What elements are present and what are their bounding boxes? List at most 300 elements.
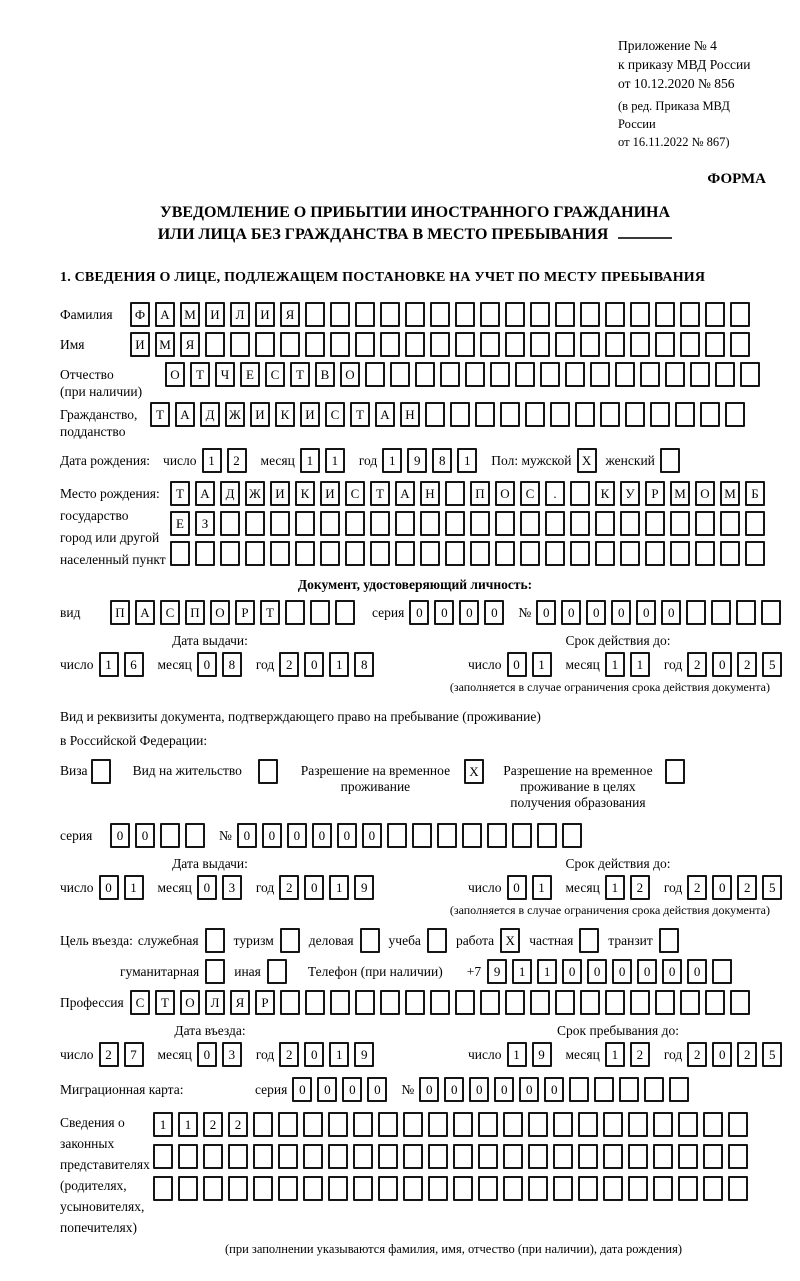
form-cell[interactable]: О bbox=[695, 481, 715, 506]
form-cell[interactable]: 0 bbox=[135, 823, 155, 848]
form-cell[interactable] bbox=[185, 823, 205, 848]
form-cell[interactable]: 0 bbox=[304, 875, 324, 900]
form-cell[interactable]: 8 bbox=[354, 652, 374, 677]
form-cell[interactable] bbox=[530, 302, 550, 327]
form-cell[interactable]: 0 bbox=[507, 652, 527, 677]
form-cell[interactable] bbox=[725, 402, 745, 427]
form-cell[interactable] bbox=[253, 1176, 273, 1201]
form-cell[interactable] bbox=[530, 332, 550, 357]
form-cell[interactable]: Т bbox=[155, 990, 175, 1015]
form-cell[interactable] bbox=[605, 332, 625, 357]
form-cell[interactable] bbox=[330, 990, 350, 1015]
form-cell[interactable] bbox=[270, 541, 290, 566]
form-cell[interactable] bbox=[345, 511, 365, 536]
form-cell[interactable] bbox=[645, 511, 665, 536]
form-cell[interactable]: Д bbox=[200, 402, 220, 427]
form-cell[interactable]: 1 bbox=[537, 959, 557, 984]
form-cell[interactable]: 9 bbox=[532, 1042, 552, 1067]
form-cell[interactable]: И bbox=[250, 402, 270, 427]
form-cell[interactable]: С bbox=[345, 481, 365, 506]
form-cell[interactable]: 1 bbox=[329, 875, 349, 900]
form-cell[interactable] bbox=[720, 511, 740, 536]
form-cell[interactable] bbox=[711, 600, 731, 625]
form-cell[interactable] bbox=[655, 302, 675, 327]
form-cell[interactable]: Р bbox=[235, 600, 255, 625]
form-cell[interactable] bbox=[370, 511, 390, 536]
form-cell[interactable] bbox=[310, 600, 330, 625]
form-cell[interactable] bbox=[695, 511, 715, 536]
form-cell[interactable]: А bbox=[195, 481, 215, 506]
form-cell[interactable]: 0 bbox=[197, 875, 217, 900]
form-cell[interactable] bbox=[278, 1112, 298, 1137]
form-cell[interactable] bbox=[630, 332, 650, 357]
form-cell[interactable]: Е bbox=[170, 511, 190, 536]
form-cell[interactable] bbox=[455, 332, 475, 357]
form-cell[interactable]: А bbox=[155, 302, 175, 327]
form-cell[interactable] bbox=[595, 511, 615, 536]
form-cell[interactable] bbox=[703, 1176, 723, 1201]
form-cell[interactable] bbox=[245, 541, 265, 566]
form-cell[interactable]: 8 bbox=[222, 652, 242, 677]
form-cell[interactable] bbox=[680, 332, 700, 357]
purpose-delovaya-checkbox[interactable] bbox=[360, 928, 380, 953]
form-cell[interactable] bbox=[445, 541, 465, 566]
form-cell[interactable] bbox=[736, 600, 756, 625]
form-cell[interactable]: Т bbox=[150, 402, 170, 427]
form-cell[interactable]: О bbox=[210, 600, 230, 625]
form-cell[interactable] bbox=[603, 1144, 623, 1169]
form-cell[interactable] bbox=[670, 541, 690, 566]
form-cell[interactable] bbox=[428, 1144, 448, 1169]
form-cell[interactable] bbox=[153, 1176, 173, 1201]
form-cell[interactable] bbox=[653, 1144, 673, 1169]
form-cell[interactable]: Т bbox=[290, 362, 310, 387]
form-cell[interactable] bbox=[705, 302, 725, 327]
form-cell[interactable]: К bbox=[595, 481, 615, 506]
form-cell[interactable] bbox=[745, 511, 765, 536]
form-cell[interactable] bbox=[628, 1112, 648, 1137]
form-cell[interactable] bbox=[378, 1176, 398, 1201]
form-cell[interactable] bbox=[220, 511, 240, 536]
form-cell[interactable] bbox=[705, 990, 725, 1015]
temp-residence-checkbox[interactable]: X bbox=[464, 759, 484, 784]
form-cell[interactable]: 2 bbox=[279, 875, 299, 900]
form-cell[interactable] bbox=[278, 1144, 298, 1169]
form-cell[interactable] bbox=[353, 1144, 373, 1169]
form-cell[interactable]: Я bbox=[280, 302, 300, 327]
form-cell[interactable]: 1 bbox=[300, 448, 320, 473]
form-cell[interactable] bbox=[644, 1077, 664, 1102]
form-cell[interactable] bbox=[475, 402, 495, 427]
form-cell[interactable] bbox=[528, 1176, 548, 1201]
form-cell[interactable]: 9 bbox=[407, 448, 427, 473]
form-cell[interactable] bbox=[455, 302, 475, 327]
form-cell[interactable] bbox=[380, 990, 400, 1015]
form-cell[interactable] bbox=[745, 541, 765, 566]
form-cell[interactable] bbox=[570, 511, 590, 536]
form-cell[interactable]: 1 bbox=[512, 959, 532, 984]
form-cell[interactable]: И bbox=[255, 302, 275, 327]
form-cell[interactable] bbox=[580, 990, 600, 1015]
form-cell[interactable] bbox=[594, 1077, 614, 1102]
form-cell[interactable] bbox=[490, 362, 510, 387]
form-cell[interactable]: 1 bbox=[178, 1112, 198, 1137]
form-cell[interactable]: О bbox=[180, 990, 200, 1015]
form-cell[interactable]: 2 bbox=[630, 1042, 650, 1067]
form-cell[interactable]: 2 bbox=[99, 1042, 119, 1067]
purpose-tranzit-checkbox[interactable] bbox=[659, 928, 679, 953]
form-cell[interactable]: 2 bbox=[737, 875, 757, 900]
form-cell[interactable]: Ч bbox=[215, 362, 235, 387]
form-cell[interactable] bbox=[712, 959, 732, 984]
form-cell[interactable]: 2 bbox=[687, 875, 707, 900]
form-cell[interactable]: О bbox=[340, 362, 360, 387]
form-cell[interactable]: . bbox=[545, 481, 565, 506]
form-cell[interactable] bbox=[500, 402, 520, 427]
form-cell[interactable] bbox=[303, 1112, 323, 1137]
form-cell[interactable]: 2 bbox=[279, 652, 299, 677]
form-cell[interactable] bbox=[445, 481, 465, 506]
purpose-rabota-checkbox[interactable]: X bbox=[500, 928, 520, 953]
form-cell[interactable] bbox=[303, 1176, 323, 1201]
form-cell[interactable]: 2 bbox=[228, 1112, 248, 1137]
form-cell[interactable]: 0 bbox=[519, 1077, 539, 1102]
form-cell[interactable]: С bbox=[160, 600, 180, 625]
form-cell[interactable]: 5 bbox=[762, 875, 782, 900]
form-cell[interactable]: 2 bbox=[687, 652, 707, 677]
male-checkbox[interactable]: X bbox=[577, 448, 597, 473]
form-cell[interactable] bbox=[715, 362, 735, 387]
form-cell[interactable] bbox=[595, 541, 615, 566]
form-cell[interactable] bbox=[353, 1112, 373, 1137]
visa-checkbox[interactable] bbox=[91, 759, 111, 784]
form-cell[interactable] bbox=[453, 1176, 473, 1201]
form-cell[interactable]: 0 bbox=[562, 959, 582, 984]
form-cell[interactable]: Ж bbox=[225, 402, 245, 427]
form-cell[interactable]: 0 bbox=[611, 600, 631, 625]
form-cell[interactable] bbox=[170, 541, 190, 566]
purpose-chastnaya-checkbox[interactable] bbox=[579, 928, 599, 953]
form-cell[interactable] bbox=[203, 1144, 223, 1169]
form-cell[interactable] bbox=[387, 823, 407, 848]
form-cell[interactable] bbox=[690, 362, 710, 387]
form-cell[interactable] bbox=[178, 1176, 198, 1201]
form-cell[interactable]: 0 bbox=[444, 1077, 464, 1102]
form-cell[interactable]: 1 bbox=[507, 1042, 527, 1067]
form-cell[interactable] bbox=[480, 332, 500, 357]
form-cell[interactable]: О bbox=[495, 481, 515, 506]
form-cell[interactable]: 0 bbox=[342, 1077, 362, 1102]
form-cell[interactable]: 0 bbox=[469, 1077, 489, 1102]
form-cell[interactable] bbox=[580, 302, 600, 327]
form-cell[interactable] bbox=[305, 990, 325, 1015]
form-cell[interactable] bbox=[470, 541, 490, 566]
form-cell[interactable]: 0 bbox=[712, 652, 732, 677]
form-cell[interactable] bbox=[630, 990, 650, 1015]
form-cell[interactable] bbox=[495, 541, 515, 566]
form-cell[interactable] bbox=[195, 541, 215, 566]
form-cell[interactable] bbox=[355, 990, 375, 1015]
form-cell[interactable]: И bbox=[205, 302, 225, 327]
form-cell[interactable] bbox=[525, 402, 545, 427]
form-cell[interactable] bbox=[728, 1176, 748, 1201]
form-cell[interactable]: 0 bbox=[494, 1077, 514, 1102]
form-cell[interactable] bbox=[370, 541, 390, 566]
form-cell[interactable]: М bbox=[155, 332, 175, 357]
form-cell[interactable] bbox=[528, 1144, 548, 1169]
form-cell[interactable] bbox=[320, 511, 340, 536]
purpose-ucheba-checkbox[interactable] bbox=[427, 928, 447, 953]
form-cell[interactable] bbox=[553, 1112, 573, 1137]
form-cell[interactable] bbox=[505, 302, 525, 327]
form-cell[interactable]: 0 bbox=[409, 600, 429, 625]
form-cell[interactable]: 1 bbox=[605, 875, 625, 900]
form-cell[interactable] bbox=[305, 302, 325, 327]
temp-residence-education-checkbox[interactable] bbox=[665, 759, 685, 784]
form-cell[interactable] bbox=[720, 541, 740, 566]
form-cell[interactable] bbox=[730, 990, 750, 1015]
form-cell[interactable] bbox=[553, 1176, 573, 1201]
form-cell[interactable] bbox=[487, 823, 507, 848]
form-cell[interactable] bbox=[425, 402, 445, 427]
form-cell[interactable] bbox=[580, 332, 600, 357]
form-cell[interactable] bbox=[203, 1176, 223, 1201]
form-cell[interactable]: 1 bbox=[329, 1042, 349, 1067]
form-cell[interactable]: Ф bbox=[130, 302, 150, 327]
form-cell[interactable] bbox=[345, 541, 365, 566]
form-cell[interactable] bbox=[628, 1176, 648, 1201]
form-cell[interactable] bbox=[495, 511, 515, 536]
form-cell[interactable]: 0 bbox=[434, 600, 454, 625]
form-cell[interactable] bbox=[255, 332, 275, 357]
form-cell[interactable]: И bbox=[270, 481, 290, 506]
form-cell[interactable] bbox=[470, 511, 490, 536]
form-cell[interactable] bbox=[520, 541, 540, 566]
form-cell[interactable] bbox=[428, 1112, 448, 1137]
form-cell[interactable]: 1 bbox=[457, 448, 477, 473]
form-cell[interactable] bbox=[669, 1077, 689, 1102]
form-cell[interactable] bbox=[655, 332, 675, 357]
form-cell[interactable]: 2 bbox=[279, 1042, 299, 1067]
form-cell[interactable] bbox=[253, 1144, 273, 1169]
form-cell[interactable]: А bbox=[395, 481, 415, 506]
form-cell[interactable]: 1 bbox=[532, 652, 552, 677]
form-cell[interactable]: 0 bbox=[419, 1077, 439, 1102]
form-cell[interactable] bbox=[278, 1176, 298, 1201]
form-cell[interactable]: 0 bbox=[287, 823, 307, 848]
form-cell[interactable] bbox=[605, 990, 625, 1015]
form-cell[interactable] bbox=[330, 302, 350, 327]
form-cell[interactable] bbox=[450, 402, 470, 427]
form-cell[interactable]: Е bbox=[240, 362, 260, 387]
form-cell[interactable] bbox=[545, 541, 565, 566]
form-cell[interactable] bbox=[550, 402, 570, 427]
form-cell[interactable] bbox=[555, 332, 575, 357]
form-cell[interactable]: 9 bbox=[354, 1042, 374, 1067]
form-cell[interactable] bbox=[575, 402, 595, 427]
form-cell[interactable] bbox=[403, 1176, 423, 1201]
form-cell[interactable]: 0 bbox=[292, 1077, 312, 1102]
form-cell[interactable] bbox=[630, 302, 650, 327]
form-cell[interactable] bbox=[403, 1144, 423, 1169]
form-cell[interactable] bbox=[703, 1112, 723, 1137]
form-cell[interactable]: М bbox=[180, 302, 200, 327]
form-cell[interactable]: Т bbox=[260, 600, 280, 625]
form-cell[interactable]: К bbox=[295, 481, 315, 506]
form-cell[interactable] bbox=[680, 990, 700, 1015]
form-cell[interactable] bbox=[670, 511, 690, 536]
purpose-gumanitarnaya-checkbox[interactable] bbox=[205, 959, 225, 984]
form-cell[interactable]: И bbox=[300, 402, 320, 427]
form-cell[interactable] bbox=[503, 1144, 523, 1169]
form-cell[interactable]: О bbox=[165, 362, 185, 387]
form-cell[interactable] bbox=[378, 1144, 398, 1169]
form-cell[interactable]: 0 bbox=[337, 823, 357, 848]
form-cell[interactable]: 0 bbox=[367, 1077, 387, 1102]
form-cell[interactable]: Т bbox=[190, 362, 210, 387]
form-cell[interactable] bbox=[440, 362, 460, 387]
form-cell[interactable] bbox=[600, 402, 620, 427]
form-cell[interactable] bbox=[565, 362, 585, 387]
form-cell[interactable] bbox=[680, 302, 700, 327]
form-cell[interactable] bbox=[405, 302, 425, 327]
form-cell[interactable] bbox=[428, 1176, 448, 1201]
form-cell[interactable] bbox=[675, 402, 695, 427]
form-cell[interactable]: 1 bbox=[153, 1112, 173, 1137]
form-cell[interactable] bbox=[705, 332, 725, 357]
form-cell[interactable] bbox=[280, 332, 300, 357]
form-cell[interactable]: 6 bbox=[124, 652, 144, 677]
form-cell[interactable] bbox=[380, 302, 400, 327]
form-cell[interactable]: 1 bbox=[382, 448, 402, 473]
form-cell[interactable]: 5 bbox=[762, 652, 782, 677]
form-cell[interactable] bbox=[619, 1077, 639, 1102]
form-cell[interactable]: 0 bbox=[237, 823, 257, 848]
form-cell[interactable]: 8 bbox=[432, 448, 452, 473]
form-cell[interactable] bbox=[530, 990, 550, 1015]
form-cell[interactable] bbox=[365, 362, 385, 387]
form-cell[interactable]: А bbox=[375, 402, 395, 427]
form-cell[interactable] bbox=[512, 823, 532, 848]
form-cell[interactable] bbox=[620, 511, 640, 536]
form-cell[interactable] bbox=[328, 1144, 348, 1169]
form-cell[interactable] bbox=[160, 823, 180, 848]
form-cell[interactable] bbox=[395, 511, 415, 536]
form-cell[interactable] bbox=[353, 1176, 373, 1201]
form-cell[interactable] bbox=[270, 511, 290, 536]
form-cell[interactable] bbox=[615, 362, 635, 387]
form-cell[interactable] bbox=[640, 362, 660, 387]
form-cell[interactable] bbox=[253, 1112, 273, 1137]
form-cell[interactable]: 0 bbox=[662, 959, 682, 984]
form-cell[interactable] bbox=[395, 541, 415, 566]
form-cell[interactable] bbox=[462, 823, 482, 848]
form-cell[interactable]: 0 bbox=[712, 1042, 732, 1067]
form-cell[interactable] bbox=[703, 1144, 723, 1169]
form-cell[interactable]: З bbox=[195, 511, 215, 536]
form-cell[interactable]: В bbox=[315, 362, 335, 387]
form-cell[interactable] bbox=[355, 332, 375, 357]
form-cell[interactable] bbox=[178, 1144, 198, 1169]
form-cell[interactable] bbox=[605, 302, 625, 327]
form-cell[interactable] bbox=[478, 1144, 498, 1169]
form-cell[interactable] bbox=[380, 332, 400, 357]
form-cell[interactable]: 0 bbox=[587, 959, 607, 984]
form-cell[interactable]: 0 bbox=[612, 959, 632, 984]
form-cell[interactable]: Д bbox=[220, 481, 240, 506]
form-cell[interactable]: 1 bbox=[605, 652, 625, 677]
form-cell[interactable] bbox=[515, 362, 535, 387]
form-cell[interactable] bbox=[505, 332, 525, 357]
form-cell[interactable]: 0 bbox=[362, 823, 382, 848]
form-cell[interactable] bbox=[686, 600, 706, 625]
form-cell[interactable] bbox=[678, 1112, 698, 1137]
form-cell[interactable]: 0 bbox=[712, 875, 732, 900]
form-cell[interactable]: 9 bbox=[487, 959, 507, 984]
form-cell[interactable] bbox=[645, 541, 665, 566]
form-cell[interactable] bbox=[478, 1112, 498, 1137]
form-cell[interactable] bbox=[295, 541, 315, 566]
form-cell[interactable]: 0 bbox=[507, 875, 527, 900]
form-cell[interactable] bbox=[280, 990, 300, 1015]
form-cell[interactable] bbox=[655, 990, 675, 1015]
form-cell[interactable] bbox=[453, 1144, 473, 1169]
form-cell[interactable]: 2 bbox=[203, 1112, 223, 1137]
form-cell[interactable]: Л bbox=[230, 302, 250, 327]
form-cell[interactable] bbox=[405, 332, 425, 357]
form-cell[interactable] bbox=[653, 1176, 673, 1201]
form-cell[interactable] bbox=[403, 1112, 423, 1137]
form-cell[interactable] bbox=[378, 1112, 398, 1137]
form-cell[interactable] bbox=[228, 1176, 248, 1201]
form-cell[interactable] bbox=[728, 1112, 748, 1137]
form-cell[interactable] bbox=[545, 511, 565, 536]
form-cell[interactable]: А bbox=[135, 600, 155, 625]
form-cell[interactable]: 0 bbox=[459, 600, 479, 625]
form-cell[interactable]: 0 bbox=[484, 600, 504, 625]
form-cell[interactable]: 9 bbox=[354, 875, 374, 900]
form-cell[interactable]: 2 bbox=[630, 875, 650, 900]
form-cell[interactable] bbox=[603, 1176, 623, 1201]
form-cell[interactable]: 0 bbox=[99, 875, 119, 900]
form-cell[interactable]: 0 bbox=[637, 959, 657, 984]
form-cell[interactable]: 5 bbox=[762, 1042, 782, 1067]
purpose-sluzhebnaya-checkbox[interactable] bbox=[205, 928, 225, 953]
form-cell[interactable]: 0 bbox=[317, 1077, 337, 1102]
form-cell[interactable] bbox=[730, 302, 750, 327]
form-cell[interactable] bbox=[578, 1144, 598, 1169]
form-cell[interactable]: 1 bbox=[605, 1042, 625, 1067]
form-cell[interactable]: 1 bbox=[202, 448, 222, 473]
form-cell[interactable]: Я bbox=[180, 332, 200, 357]
form-cell[interactable] bbox=[305, 332, 325, 357]
form-cell[interactable] bbox=[220, 541, 240, 566]
form-cell[interactable] bbox=[537, 823, 557, 848]
form-cell[interactable] bbox=[678, 1144, 698, 1169]
form-cell[interactable]: Р bbox=[255, 990, 275, 1015]
form-cell[interactable] bbox=[412, 823, 432, 848]
form-cell[interactable]: 0 bbox=[636, 600, 656, 625]
form-cell[interactable] bbox=[480, 302, 500, 327]
form-cell[interactable]: П bbox=[470, 481, 490, 506]
form-cell[interactable] bbox=[578, 1176, 598, 1201]
form-cell[interactable]: 0 bbox=[536, 600, 556, 625]
form-cell[interactable] bbox=[553, 1144, 573, 1169]
form-cell[interactable] bbox=[328, 1112, 348, 1137]
form-cell[interactable] bbox=[230, 332, 250, 357]
form-cell[interactable] bbox=[430, 302, 450, 327]
form-cell[interactable]: Т bbox=[350, 402, 370, 427]
